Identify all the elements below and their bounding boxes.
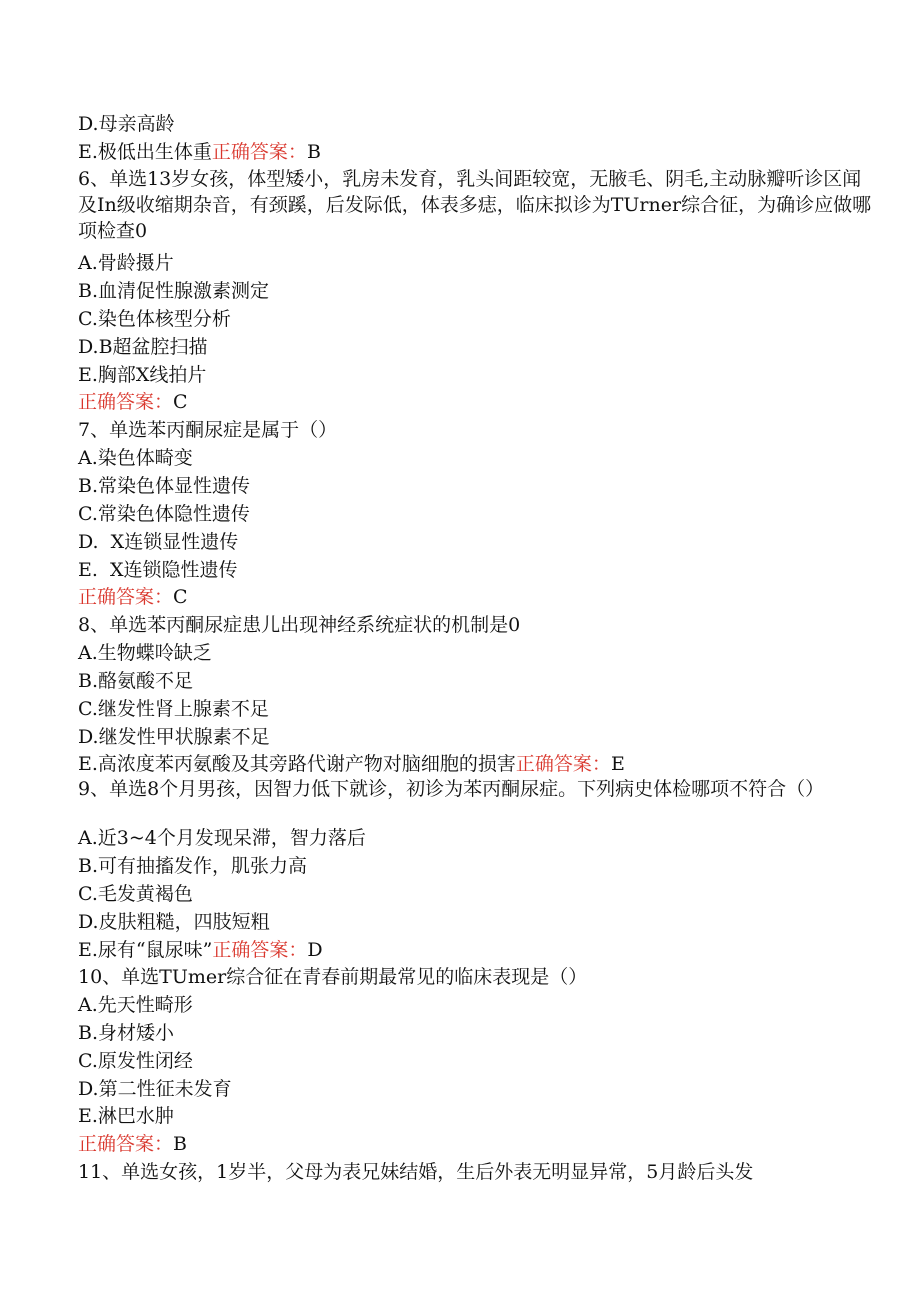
option-c: C.常染色体隐性遗传: [78, 503, 250, 525]
answer-value: C: [173, 586, 188, 608]
option-b: B.常染色体显性遗传: [78, 475, 251, 497]
option-d: D.第二性征未发育: [78, 1078, 232, 1100]
answer-label: 正确答案：: [211, 141, 307, 163]
answer-value: E: [610, 753, 625, 775]
option-e: E.尿有“鼠尿味”正确答案：D: [78, 939, 323, 961]
option-e: E.胸部X线拍片: [78, 364, 207, 386]
answer-value: B: [306, 141, 321, 163]
option-b: B.可有抽搐发作，肌张力高: [78, 855, 308, 877]
question-9: 9、单选8个月男孩，因智力低下就诊，初诊为苯丙酮尿症。下列病史体检哪项不符合（）: [78, 778, 825, 800]
option-a: A.骨龄摄片: [78, 252, 174, 274]
question-11: 11、单选女孩，1岁半，父母为表兄妹结婚，生后外表无明显异常，5月龄后头发: [78, 1161, 754, 1183]
answer-value: C: [173, 391, 188, 413]
answer-line: [78, 1132, 878, 1156]
option-c: C.原发性闭经: [78, 1050, 193, 1072]
option-a: A.先天性畸形: [78, 994, 193, 1016]
question-8: 8、单选苯丙酮尿症患儿出现神经系统症状的机制是0: [78, 614, 521, 636]
option-d: D.继发性甲状腺素不足: [78, 726, 270, 748]
option-b: B.酪氨酸不足: [78, 670, 194, 692]
option-e: E. X连锁隐性遗传: [78, 559, 238, 581]
option-d: D. X连锁显性遗传: [78, 531, 239, 553]
answer-label: 正确答案：: [78, 391, 174, 413]
option-e: E.极低出生体重正确答案：B: [78, 141, 321, 163]
option-d: D.母亲高龄: [78, 113, 175, 135]
answer-label: 正确答案：: [78, 1133, 174, 1155]
option-c: C.毛发黄褐色: [78, 883, 193, 905]
question-6: 6、单选13岁女孩，体型矮小，乳房未发育，乳头间距较宽，无腋毛、阴毛,主动脉瓣听诊区闻及In级收缩期杂音，有颈蹊，后发际低，体表多痣，临床拟诊为TUrner综合征，为确诊应做哪项检查0: [78, 168, 872, 242]
question-7: 7、单选苯丙酮尿症是属于（）: [78, 419, 338, 441]
answer-line: [78, 390, 878, 414]
option-a: A.生物蝶呤缺乏: [78, 642, 212, 664]
option-d: D.B超盆腔扫描: [78, 336, 208, 358]
answer-label: 正确答案：: [515, 753, 611, 775]
option-b: B.身材矮小: [78, 1022, 175, 1044]
question-10: 10、单选TUmer综合征在青春前期最常见的临床表现是（）: [78, 966, 588, 988]
option-c: C.继发性肾上腺素不足: [78, 698, 269, 720]
option-c: C.染色体核型分析: [78, 308, 231, 330]
answer-value: D: [307, 939, 323, 961]
option-a: A.染色体畸变: [78, 447, 193, 469]
answer-line: [78, 585, 878, 609]
answer-label: 正确答案：: [78, 586, 174, 608]
option-b: B.血清促性腺激素测定: [78, 280, 270, 302]
option-a: A.近3~4个月发现呆滞，智力落后: [78, 827, 366, 849]
option-e: E.高浓度苯丙氨酸及其旁路代谢产物对脑细胞的损害正确答案：E: [78, 753, 625, 775]
option-e: E.淋巴水肿: [78, 1105, 174, 1127]
option-d: D.皮肤粗糙，四肢短粗: [78, 911, 270, 933]
answer-value: B: [173, 1133, 187, 1155]
answer-label: 正确答案：: [212, 939, 308, 961]
